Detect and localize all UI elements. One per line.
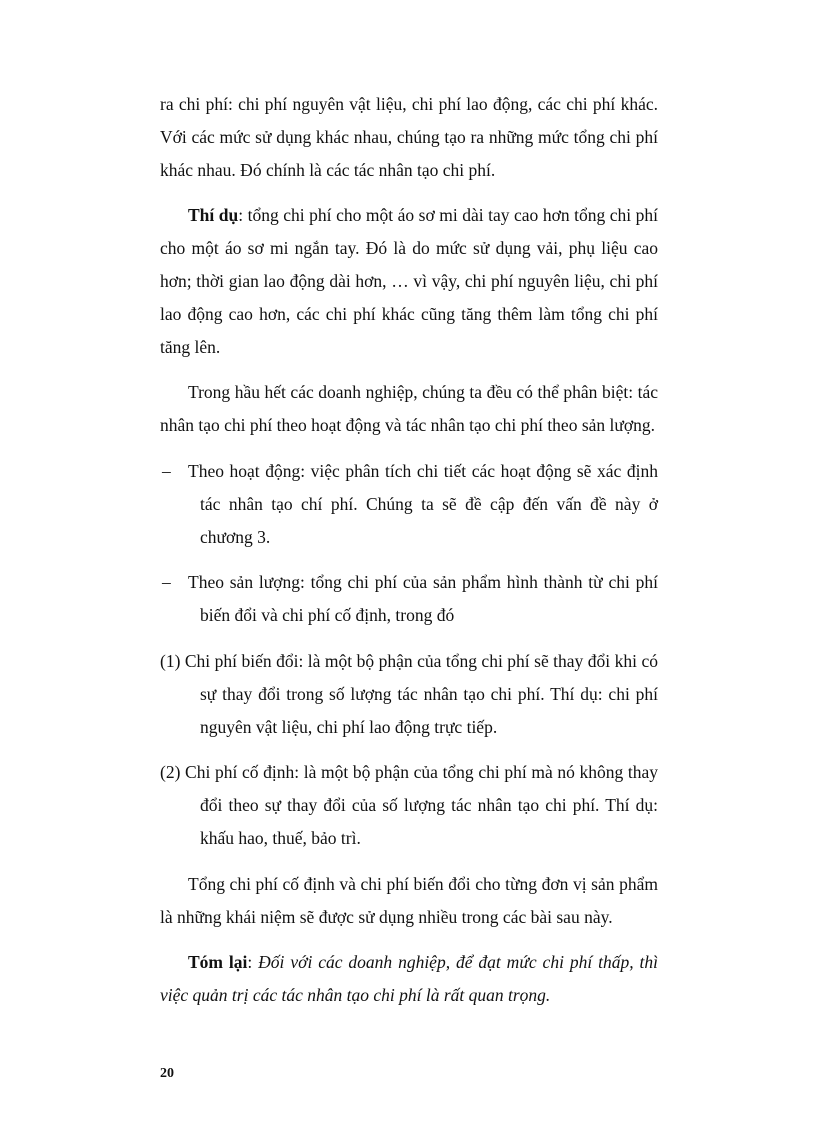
summary-label: Tóm lại [188,952,248,973]
bullet-text: Theo hoạt động: việc phân tích chi tiết các hoạt động sẽ xác định tác nhân tạo chí phí. Chúng ta sẽ đề cập đến vấn đề này ở chương 3. [188,460,658,547]
numbered-item-fixed-cost: (2) Chi phí cố định: là một bộ phận của tổng chi phí mà nó không thay đổi theo sự thay đổi của số lượng tác nhân tạo chi phí. Thí dụ: khấu hao, thuế, bảo trì. [160,762,658,848]
bullet-text: Theo sản lượng: tổng chi phí của sản phẩm hình thành từ chi phí biến đổi và chi phí cố định, trong đó [188,572,658,626]
example-text: : tổng chi phí cho một áo sơ mi dài tay cao hơn tổng chi phí cho một áo sơ mi ngắn tay. Đó là do mức sử dụng vải, phụ liệu cao hơn; thời gian lao động dài hơn, … vì vậy, chi phí nguyên liệu, chi phí lao động cao hơn, các chi phí khác cũng tăng thêm làm tổng chi phí tăng lên. [160,205,659,357]
bullet-item-activity: – Theo hoạt động: việc phân tích chi tiết các hoạt động sẽ xác định tác nhân tạo chí phí. Chúng ta sẽ đề cập đến vấn đề này ở chương 3. [162,460,658,547]
summary-colon: : [247,952,259,973]
page-number: 20 [160,1066,174,1081]
paragraph-distinction: Trong hầu hết các doanh nghiệp, chúng ta đều có thể phân biệt: tác nhân tạo chi phí theo hoạt động và tác nhân tạo chi phí theo sản lượng. [160,382,658,436]
example-label: Thí dụ [188,205,239,226]
paragraph-intro: ra chi phí: chi phí nguyên vật liệu, chi phí lao động, các chi phí khác. Với các mức sử dụng khác nhau, chúng tạo ra những mức tổng chi phí khác nhau. Đó chính là các tác nhân tạo chi phí. [160,94,658,180]
paragraph-summary [160,946,658,1012]
paragraph-example [160,199,658,363]
bullet-item-output: – Theo sản lượng: tổng chi phí của sản phẩm hình thành từ chi phí biến đổi và chi phí cố định, trong đó [162,572,658,626]
page-body [160,88,658,1025]
summary-text: Đối với các doanh nghiệp, để đạt mức chi phí thấp, thì việc quản trị các tác nhân tạo chi phí là rất quan trọng. [160,952,658,1006]
numbered-item-variable-cost: (1) Chi phí biến đổi: là một bộ phận của tổng chi phí sẽ thay đổi khi có sự thay đổi trong số lượng tác nhân tạo chi phí. Thí dụ: chi phí nguyên vật liệu, chi phí lao động trực tiếp. [160,650,658,737]
paragraph-concepts: Tổng chi phí cố định và chi phí biến đổi cho từng đơn vị sản phẩm là những khái niệm sẽ được sử dụng nhiều trong các bài sau này. [160,873,658,927]
